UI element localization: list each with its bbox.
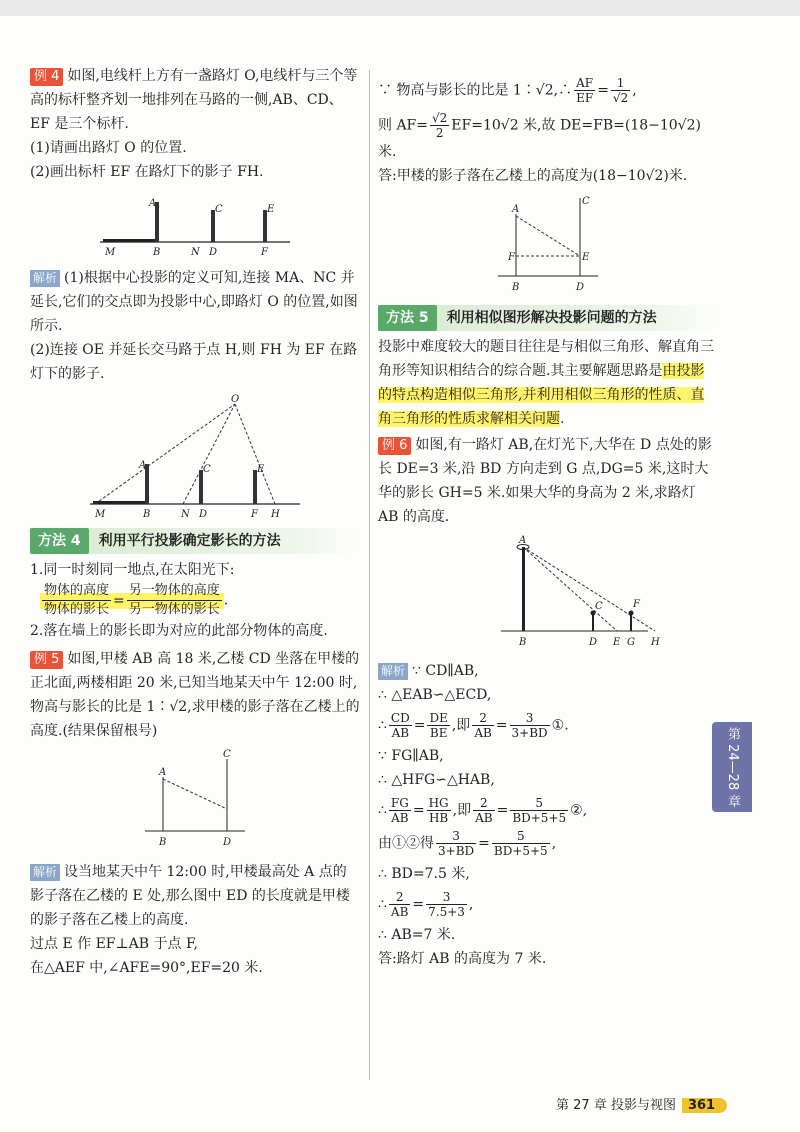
example-4-solution-2: (2)连接 OE 并延长交马路于点 H,则 FH 为 EF 在路灯下的影子. [30, 342, 358, 382]
label-C3: C [223, 749, 231, 760]
method-5-text: 投影中难度较大的题目往往是与相似三角形、解直角三角形等知识相结合的综合题.其主要解题思路是由投影的特点构造相似三角形,并利用相似三角形的性质、直角三角形的性质求解相关问题. [378, 339, 714, 427]
step-6: ∴ $\frac{FG}{AB}$ = $\frac{HG}{HB}$ ,即 $\frac{2}{AB}$ = $\frac{5}{BD+5+5}$ ②, [378, 796, 588, 825]
solution-tag-2: 解析 [30, 864, 60, 881]
solution-tag-3: 解析 [378, 663, 408, 680]
step-7: 由①②得 $\frac{3}{3+BD}$ = $\frac{5}{BD+5+5}$ , [378, 829, 557, 858]
example-5-tag: 例 5 [30, 651, 63, 669]
right-column [378, 76, 718, 971]
label-E2: E [257, 464, 265, 475]
label-F: F [261, 247, 268, 258]
method-5-label: 方法 5 [378, 305, 437, 331]
top-edge [0, 0, 800, 16]
method-4-point-2: 2.落在墙上的影长即为对应的此部分物体的高度. [30, 623, 328, 639]
label-N2: N [181, 509, 190, 520]
label-A3: A [159, 767, 167, 778]
ratio-line: ∵ 物高与影长的比是 1∶√2,∴ $\frac{AF}{EF}$ = $\frac{1}{√2}$ , [378, 76, 637, 105]
example-4: 例 4 如图,电线杆上方有一盏路灯 O,电线杆与三个等高的标杆整齐划一地排列在马路的一侧,AB、CD、EF 是三个标杆. [30, 68, 358, 132]
label-C5: C [595, 601, 603, 612]
step-2: ∴ △EAB∽△ECD, [378, 687, 492, 703]
page-footer [556, 1094, 727, 1113]
method-5-header [378, 305, 718, 331]
method-4-point-1: 1.同一时刻同一地点,在太阳光下: [30, 562, 235, 578]
example-4-q2: (2)画出标杆 EF 在路灯下的影子 FH. [30, 164, 264, 180]
label-A5: A [519, 535, 527, 546]
label-B2: B [143, 509, 151, 520]
page-number: 361 [682, 1098, 727, 1113]
label-F5: F [633, 599, 640, 610]
method-4-formula: $\frac{\text{物体的高度}}{\text{物体的影长}}$ = $\frac{\text{另一物体的高度}}{\text{另一物体的影长}}$ . [30, 582, 360, 619]
label-B: B [153, 247, 161, 258]
label-C: C [215, 204, 223, 215]
example-5-solution-3: 在△AEF 中,∠AFE=90°,EF=20 米. [30, 960, 263, 976]
chapter-side-tab: 第 24—28 章 [712, 722, 752, 812]
example-4-tag: 例 4 [30, 68, 63, 86]
solution-tag: 解析 [30, 270, 60, 287]
label-B3: B [159, 837, 167, 848]
left-column [30, 64, 360, 980]
label-F2: F [251, 509, 258, 520]
example-5-solution: 解析 设当地某天中午 12:00 时,甲楼最高处 A 点的影子落在乙楼的 E 处,那么图中 ED 的长度就是甲楼的影子落在乙楼上的高度. [30, 864, 350, 928]
step-8: ∴ BD=7.5 米, [378, 866, 470, 882]
example-6-solution: 解析 ∵ CD∥AB, [378, 659, 718, 683]
label-H5: H [651, 637, 660, 648]
method-4-title: 利用平行投影确定影长的方法 [98, 533, 281, 549]
af-line: 则 AF= $\frac{√2}{2}$ EF=10√2 米,故 DE=FB=(18−10√2)米. [378, 111, 701, 160]
figure-streetlight-O [85, 392, 305, 522]
label-B5: B [519, 637, 527, 648]
label-C2: C [203, 464, 211, 475]
label-O: O [231, 394, 240, 405]
label-E5: E [613, 637, 621, 648]
method-4-header [30, 528, 360, 554]
method-5-highlight: 由投影的特点构造相似三角形,并利用相似三角形的性质、直角三角形的性质求解相关问题 [378, 363, 705, 427]
figure-buildings-EF [488, 194, 608, 299]
label-E4: E [582, 252, 590, 263]
method-4-label: 方法 4 [30, 528, 89, 554]
step-9: ∴ $\frac{2}{AB}$ = $\frac{3}{7.5+3}$ , [378, 890, 474, 919]
figure-buildings [135, 749, 255, 854]
label-D2: D [199, 509, 208, 520]
example-5: 例 5 如图,甲楼 AB 高 18 米,乙楼 CD 坐落在甲楼的正北面,两楼相距 20 米,已知当地某天中午 12:00 时,物高与影长的比是 1∶√2,求甲楼的影子落在乙楼上的高度.(结果保留根号) [30, 651, 360, 739]
example-4-q1: (1)请画出路灯 O 的位置. [30, 140, 187, 156]
method-5-title: 利用相似图形解决投影问题的方法 [446, 310, 657, 326]
step-10: ∴ AB=7 米. [378, 927, 456, 943]
example-6-answer: 答:路灯 AB 的高度为 7 米. [378, 951, 547, 967]
label-H2: H [271, 509, 280, 520]
label-M2: M [95, 509, 106, 520]
label-G5: G [627, 637, 635, 648]
column-divider [369, 70, 370, 1080]
label-N: N [191, 247, 200, 258]
label-D: D [209, 247, 218, 258]
figure-lamp [433, 535, 663, 653]
figure-poles [95, 190, 295, 260]
step-4: ∵ FG∥AB, [378, 748, 444, 764]
label-D5: D [589, 637, 598, 648]
example-6-tag: 例 6 [378, 437, 411, 455]
example-6: 例 6 如图,有一路灯 AB,在灯光下,大华在 D 点处的影长 DE=3 米,沿 BD 方向走到 G 点,DG=5 米,这时大华的影长 GH=5 米.如果大华的身高为 2 米,求路灯 AB 的高度. [378, 437, 712, 525]
example-5-answer: 答:甲楼的影子落在乙楼上的高度为(18−10√2)米. [378, 168, 688, 184]
label-A4: A [512, 204, 520, 215]
label-A: A [149, 198, 157, 209]
label-M: M [105, 247, 116, 258]
label-D4: D [576, 282, 585, 293]
label-B4: B [512, 282, 520, 293]
label-C4: C [582, 196, 590, 207]
label-D3: D [223, 837, 232, 848]
label-F4: F [508, 252, 515, 263]
example-4-solution: 解析 (1)根据中心投影的定义可知,连接 MA、NC 并延长,它们的交点即为投影中心,即路灯 O 的位置,如图所示. [30, 270, 358, 334]
step-3: ∴ $\frac{CD}{AB}$ = $\frac{DE}{BE}$ ,即 $\frac{2}{AB}$ = $\frac{3}{3+BD}$ ①. [378, 711, 569, 740]
footer-chapter: 第 27 章 投影与视图 [556, 1098, 676, 1113]
label-A2: A [139, 460, 147, 471]
label-E: E [267, 204, 275, 215]
step-5: ∴ △HFG∽△HAB, [378, 772, 495, 788]
example-5-solution-2: 过点 E 作 EF⊥AB 于点 F, [30, 936, 198, 952]
